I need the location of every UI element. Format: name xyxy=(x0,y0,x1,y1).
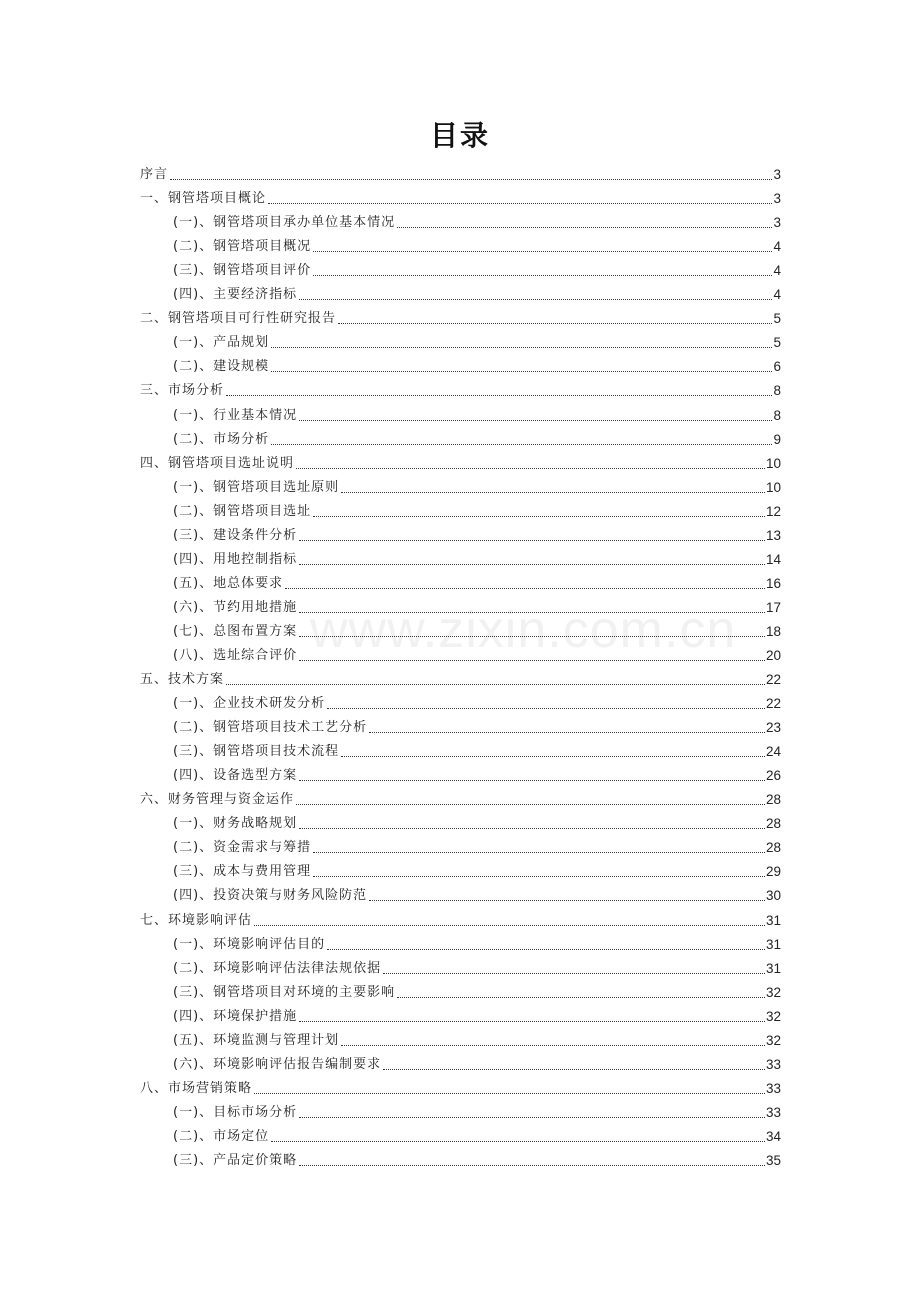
toc-section-entry[interactable] xyxy=(140,304,781,328)
toc-entry-page-number: 8 xyxy=(773,383,781,399)
dot-leader xyxy=(299,564,765,565)
toc-subsection-entry[interactable] xyxy=(140,1026,781,1050)
toc-entry-label: (四)、环境保护措施 xyxy=(173,1008,298,1024)
toc-entry-label: (三)、建设条件分析 xyxy=(173,527,298,543)
toc-entry-label: (二)、环境影响评估法律法规依据 xyxy=(173,960,382,976)
toc-section-entry[interactable] xyxy=(140,905,781,929)
toc-entry-label: (四)、投资决策与财务风险防范 xyxy=(173,888,368,904)
toc-entry-label: (三)、成本与费用管理 xyxy=(173,864,312,880)
dot-leader xyxy=(327,708,765,709)
toc-subsection-entry[interactable] xyxy=(140,1146,781,1170)
toc-entry-label: 序言 xyxy=(140,167,169,183)
dot-leader xyxy=(338,323,772,324)
toc-entry-page-number: 3 xyxy=(773,215,781,231)
toc-subsection-entry[interactable] xyxy=(140,497,781,521)
toc-entry-page-number: 28 xyxy=(765,816,781,832)
dot-leader xyxy=(341,756,765,757)
dot-leader xyxy=(226,684,765,685)
toc-subsection-entry[interactable] xyxy=(140,208,781,232)
dot-leader xyxy=(271,371,772,372)
toc-entry-label: (一)、钢管塔项目承办单位基本情况 xyxy=(173,215,396,231)
toc-entry-page-number: 8 xyxy=(773,407,781,423)
toc-subsection-entry[interactable] xyxy=(140,593,781,617)
toc-entry-label: (三)、钢管塔项目对环境的主要影响 xyxy=(173,984,396,1000)
dot-leader xyxy=(383,1069,765,1070)
toc-entry-page-number: 18 xyxy=(765,623,781,639)
dot-leader xyxy=(313,852,765,853)
dot-leader xyxy=(299,828,765,829)
toc-entry-page-number: 10 xyxy=(765,455,781,471)
toc-entry-page-number: 10 xyxy=(765,479,781,495)
toc-entry-page-number: 29 xyxy=(765,864,781,880)
toc-subsection-entry[interactable] xyxy=(140,833,781,857)
toc-entry-label: (四)、用地控制指标 xyxy=(173,551,298,567)
dot-leader xyxy=(327,949,765,950)
toc-entry-label: (六)、环境影响评估报告编制要求 xyxy=(173,1056,382,1072)
toc-entry-label: (二)、资金需求与筹措 xyxy=(173,840,312,856)
toc-entry-label: (三)、钢管塔项目评价 xyxy=(173,263,312,279)
dot-leader xyxy=(299,1165,765,1166)
toc-entry-label: (五)、地总体要求 xyxy=(173,575,284,591)
toc-entry-label: (一)、行业基本情况 xyxy=(173,407,298,423)
dot-leader xyxy=(296,804,765,805)
toc-entry-label: (一)、目标市场分析 xyxy=(173,1104,298,1120)
toc-section-entry[interactable] xyxy=(140,785,781,809)
toc-entry-page-number: 4 xyxy=(773,263,781,279)
toc-entry-label: (二)、钢管塔项目概况 xyxy=(173,239,312,255)
toc-section-entry[interactable] xyxy=(140,449,781,473)
toc-subsection-entry[interactable] xyxy=(140,1098,781,1122)
toc-subsection-entry[interactable] xyxy=(140,761,781,785)
toc-section-entry[interactable] xyxy=(140,184,781,208)
dot-leader xyxy=(254,925,765,926)
dot-leader xyxy=(299,612,765,613)
dot-leader xyxy=(397,227,772,228)
toc-subsection-entry[interactable] xyxy=(140,641,781,665)
toc-entry-label: (五)、环境监测与管理计划 xyxy=(173,1032,340,1048)
toc-entry-page-number: 33 xyxy=(765,1056,781,1072)
toc-entry-label: 五、技术方案 xyxy=(140,672,225,688)
toc-subsection-entry[interactable] xyxy=(140,1050,781,1074)
toc-subsection-entry[interactable] xyxy=(140,881,781,905)
toc-entry-page-number: 13 xyxy=(765,527,781,543)
dot-leader xyxy=(271,1141,765,1142)
toc-entry-label: (二)、市场定位 xyxy=(173,1128,270,1144)
toc-entry-page-number: 24 xyxy=(765,744,781,760)
watermark: www.zixin.com.cn xyxy=(310,601,737,659)
toc-subsection-entry[interactable] xyxy=(140,713,781,737)
toc-entry-page-number: 22 xyxy=(765,696,781,712)
table-of-contents xyxy=(140,160,781,1170)
toc-entry-page-number: 31 xyxy=(765,936,781,952)
dot-leader xyxy=(268,203,772,204)
toc-entry-label: (一)、钢管塔项目选址原则 xyxy=(173,479,340,495)
toc-entry-page-number: 26 xyxy=(765,768,781,784)
toc-entry-page-number: 35 xyxy=(765,1152,781,1168)
toc-entry-label: 三、市场分析 xyxy=(140,383,225,399)
dot-leader xyxy=(383,973,765,974)
toc-entry-label: (一)、产品规划 xyxy=(173,335,270,351)
toc-subsection-entry[interactable] xyxy=(140,545,781,569)
toc-subsection-entry[interactable] xyxy=(140,569,781,593)
dot-leader xyxy=(341,1045,765,1046)
dot-leader xyxy=(369,732,765,733)
toc-entry-page-number: 23 xyxy=(765,720,781,736)
toc-subsection-entry[interactable] xyxy=(140,930,781,954)
dot-leader xyxy=(313,516,765,517)
toc-subsection-entry[interactable] xyxy=(140,400,781,424)
toc-subsection-entry[interactable] xyxy=(140,1002,781,1026)
toc-subsection-entry[interactable] xyxy=(140,328,781,352)
dot-leader xyxy=(313,876,765,877)
toc-entry-label: (四)、设备选型方案 xyxy=(173,768,298,784)
toc-entry-page-number: 28 xyxy=(765,792,781,808)
dot-leader xyxy=(271,444,772,445)
toc-subsection-entry[interactable] xyxy=(140,232,781,256)
toc-entry-page-number: 12 xyxy=(765,503,781,519)
dot-leader xyxy=(313,251,772,252)
toc-entry-page-number: 9 xyxy=(773,431,781,447)
dot-leader xyxy=(313,275,772,276)
toc-entry-page-number: 16 xyxy=(765,575,781,591)
toc-section-entry[interactable] xyxy=(140,1074,781,1098)
dot-leader xyxy=(271,347,772,348)
toc-entry-page-number: 32 xyxy=(765,984,781,1000)
toc-entry-label: (二)、钢管塔项目技术工艺分析 xyxy=(173,720,368,736)
toc-subsection-entry[interactable] xyxy=(140,1122,781,1146)
dot-leader xyxy=(341,492,765,493)
toc-entry-label: (二)、钢管塔项目选址 xyxy=(173,503,312,519)
dot-leader xyxy=(170,179,772,180)
toc-entry-label: 七、环境影响评估 xyxy=(140,912,253,928)
toc-subsection-entry[interactable] xyxy=(140,978,781,1002)
toc-entry-label: (一)、财务战略规划 xyxy=(173,816,298,832)
dot-leader xyxy=(299,1021,765,1022)
toc-subsection-entry[interactable] xyxy=(140,617,781,641)
toc-entry-label: 二、钢管塔项目可行性研究报告 xyxy=(140,311,337,327)
dot-leader xyxy=(397,997,765,998)
toc-entry-page-number: 20 xyxy=(765,647,781,663)
toc-entry-label: (八)、选址综合评价 xyxy=(173,647,298,663)
toc-entry-page-number: 31 xyxy=(765,960,781,976)
toc-entry-page-number: 14 xyxy=(765,551,781,567)
dot-leader xyxy=(285,588,765,589)
toc-subsection-entry[interactable] xyxy=(140,256,781,280)
toc-entry-page-number: 17 xyxy=(765,599,781,615)
toc-subsection-entry[interactable] xyxy=(140,737,781,761)
toc-entry-label: 四、钢管塔项目选址说明 xyxy=(140,455,295,471)
toc-entry-label: (七)、总图布置方案 xyxy=(173,623,298,639)
dot-leader xyxy=(299,420,772,421)
toc-entry-page-number: 3 xyxy=(773,167,781,183)
toc-subsection-entry[interactable] xyxy=(140,857,781,881)
toc-subsection-entry[interactable] xyxy=(140,425,781,449)
toc-title: 目录 xyxy=(429,119,490,152)
toc-entry-label: (一)、企业技术研发分析 xyxy=(173,696,326,712)
toc-entry-page-number: 28 xyxy=(765,840,781,856)
dot-leader xyxy=(254,1093,765,1094)
toc-entry-page-number: 22 xyxy=(765,672,781,688)
toc-subsection-entry[interactable] xyxy=(140,809,781,833)
toc-entry-label: (六)、节约用地措施 xyxy=(173,599,298,615)
toc-entry-label: (三)、钢管塔项目技术流程 xyxy=(173,744,340,760)
dot-leader xyxy=(299,780,765,781)
toc-subsection-entry[interactable] xyxy=(140,521,781,545)
toc-entry-page-number: 4 xyxy=(773,239,781,255)
toc-entry-page-number: 3 xyxy=(773,191,781,207)
toc-section-entry[interactable] xyxy=(140,376,781,400)
toc-entry-page-number: 33 xyxy=(765,1104,781,1120)
toc-entry-label: (三)、产品定价策略 xyxy=(173,1152,298,1168)
toc-entry-page-number: 32 xyxy=(765,1008,781,1024)
toc-subsection-entry[interactable] xyxy=(140,280,781,304)
toc-entry-page-number: 30 xyxy=(765,888,781,904)
toc-subsection-entry[interactable] xyxy=(140,689,781,713)
dot-leader xyxy=(226,395,772,396)
toc-entry-label: 一、钢管塔项目概论 xyxy=(140,191,267,207)
toc-entry-label: (四)、主要经济指标 xyxy=(173,287,298,303)
toc-section-entry[interactable] xyxy=(140,160,781,184)
toc-entry-label: 八、市场营销策略 xyxy=(140,1080,253,1096)
toc-entry-page-number: 34 xyxy=(765,1128,781,1144)
toc-entry-page-number: 33 xyxy=(765,1080,781,1096)
dot-leader xyxy=(369,900,765,901)
toc-entry-label: (二)、建设规模 xyxy=(173,359,270,375)
toc-entry-page-number: 32 xyxy=(765,1032,781,1048)
toc-entry-page-number: 6 xyxy=(773,359,781,375)
dot-leader xyxy=(299,299,772,300)
toc-entry-page-number: 5 xyxy=(773,335,781,351)
toc-section-entry[interactable] xyxy=(140,665,781,689)
toc-subsection-entry[interactable] xyxy=(140,954,781,978)
toc-entry-page-number: 5 xyxy=(773,311,781,327)
dot-leader xyxy=(299,1117,765,1118)
toc-entry-label: (一)、环境影响评估目的 xyxy=(173,936,326,952)
toc-entry-label: (二)、市场分析 xyxy=(173,431,270,447)
toc-entry-page-number: 31 xyxy=(765,912,781,928)
toc-subsection-entry[interactable] xyxy=(140,352,781,376)
dot-leader xyxy=(299,540,765,541)
dot-leader xyxy=(299,636,765,637)
toc-entry-label: 六、财务管理与资金运作 xyxy=(140,792,295,808)
dot-leader xyxy=(299,660,765,661)
toc-entry-page-number: 4 xyxy=(773,287,781,303)
toc-subsection-entry[interactable] xyxy=(140,473,781,497)
dot-leader xyxy=(296,468,765,469)
